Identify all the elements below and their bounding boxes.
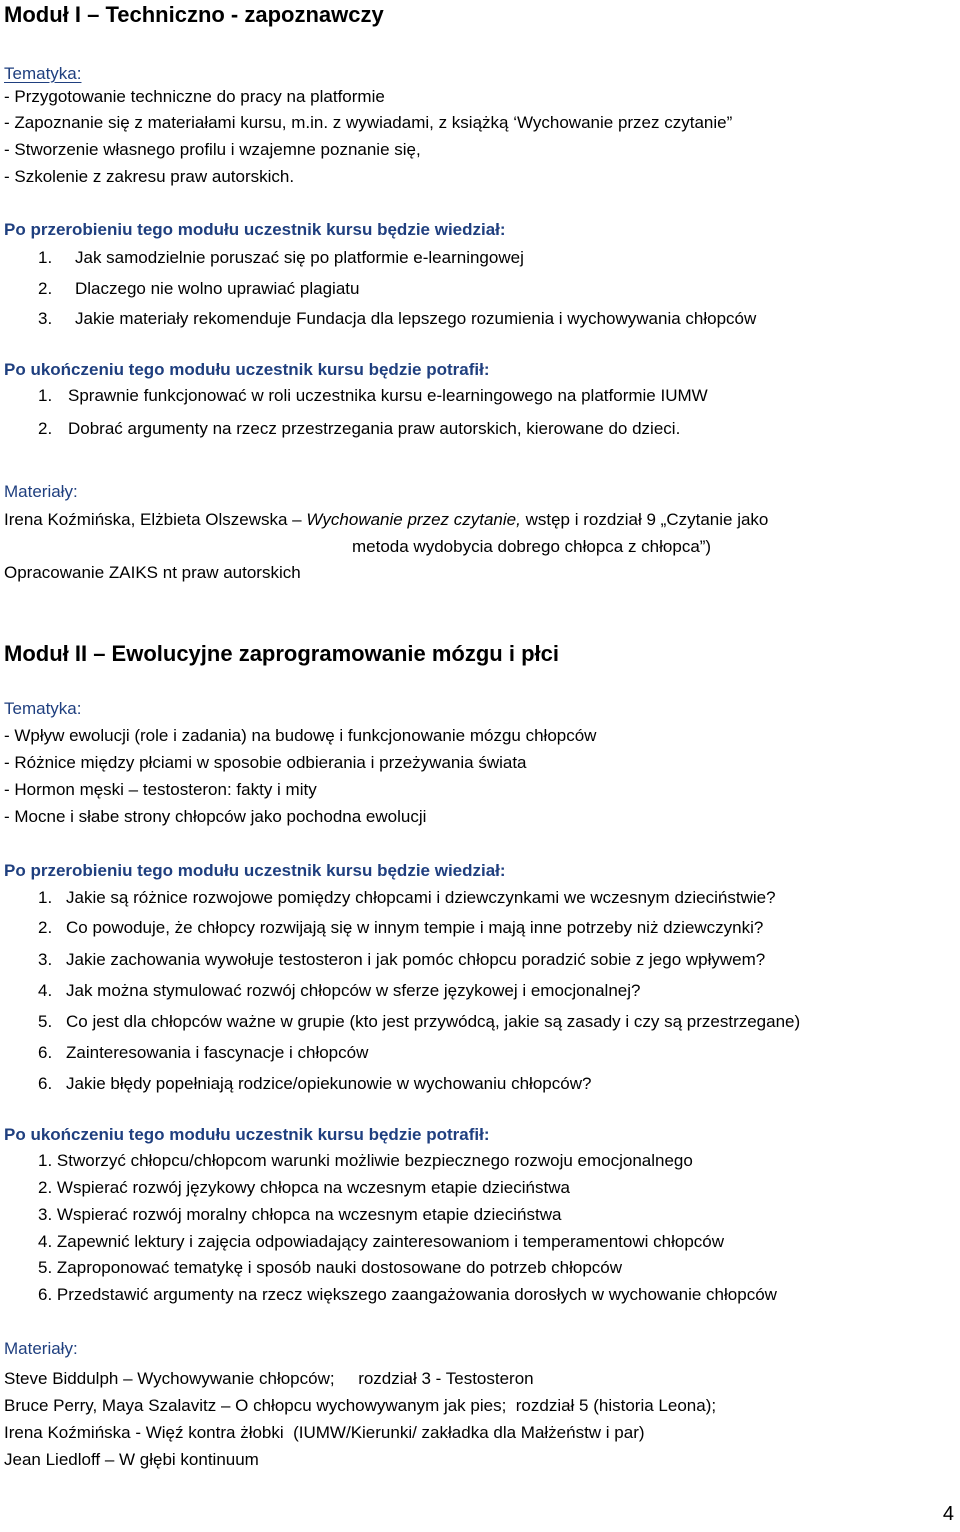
list-item: - Różnice między płciami w sposobie odbierania i przeżywania świata (4, 753, 527, 772)
list-item: Jak samodzielnie poruszać się po platformie e-learningowej (75, 248, 524, 267)
list-item: Jak można stymulować rozwój chłopców w sferze językowej i emocjonalnej? (66, 981, 641, 1000)
list-item: - Mocne i słabe strony chłopców jako pochodna ewolucji (4, 807, 427, 826)
list-item: 2. Wspierać rozwój językowy chłopca na wczesnym etapie dzieciństwa (38, 1178, 570, 1197)
list-item: Jakie zachowania wywołuje testosteron i jak pomóc chłopcu poradzić sobie z jego wpływem? (66, 950, 766, 969)
list-item: - Wpływ ewolucji (role i zadania) na budowę i funkcjonowanie mózgu chłopców (4, 726, 597, 745)
material-entry: Irena Koźmińska - Więź kontra żłobki (IUMW/Kierunki/ zakładka dla Małżeństw i par) (4, 1423, 645, 1442)
module2-able-heading: Po ukończeniu tego modułu uczestnik kursu będzie potrafił: (4, 1125, 490, 1144)
list-item: 6. Przedstawić argumenty na rzecz większego zaangażowania dorosłych w wychowanie chłopców (38, 1285, 777, 1304)
list-number: 1. (38, 248, 53, 267)
list-number: 6. (38, 1043, 53, 1062)
list-item: Jakie błędy popełniają rodzice/opiekunowie w wychowaniu chłopców? (66, 1074, 592, 1093)
module1-topics-heading: Tematyka: (4, 64, 82, 83)
list-item: - Zapoznanie się z materiałami kursu, m.in. z wywiadami, z książką ‘Wychowanie przez czytanie” (4, 113, 733, 132)
material-entry: Jean Liedloff – W głębi kontinuum (4, 1450, 259, 1469)
material-entry: Bruce Perry, Maya Szalavitz – O chłopcu wychowywanym jak pies; rozdział 5 (historia Leona); (4, 1396, 717, 1415)
list-item: - Stworzenie własnego profilu i wzajemne poznanie się, (4, 140, 421, 159)
list-item: 4. Zapewnić lektury i zajęcia odpowiadający zainteresowaniom i temperamentowi chłopców (38, 1232, 725, 1251)
module2-know-heading: Po przerobieniu tego modułu uczestnik kursu będzie wiedział: (4, 861, 506, 880)
list-item: 3. Wspierać rozwój moralny chłopca na wczesnym etapie dzieciństwa (38, 1205, 562, 1224)
module2-topics-heading: Tematyka: (4, 699, 82, 718)
module1-know-heading: Po przerobieniu tego modułu uczestnik kursu będzie wiedział: (4, 220, 506, 239)
list-item: Zainteresowania i fascynacje i chłopców (66, 1043, 369, 1062)
list-number: 3. (38, 309, 53, 328)
module2-title: Moduł II – Ewolucyjne zaprogramowanie mózgu i płci (4, 641, 559, 666)
material-book-title: Wychowanie przez czytanie, (306, 510, 521, 529)
list-item: 5. Zaproponować tematykę i sposób nauki dostosowane do potrzeb chłopców (38, 1258, 623, 1277)
list-item: Dlaczego nie wolno uprawiać plagiatu (75, 279, 360, 298)
list-number: 1. (38, 888, 53, 907)
material-continuation: metoda wydobycia dobrego chłopca z chłopca”) (352, 537, 712, 556)
list-item: Co powoduje, że chłopcy rozwijają się w innym tempie i mają inne potrzeby niż dziewczynki? (66, 918, 764, 937)
module1-materials-heading: Materiały: (4, 482, 78, 501)
material-entry (4, 509, 768, 531)
list-number: 2. (38, 419, 53, 438)
material-entry: Opracowanie ZAIKS nt praw autorskich (4, 563, 301, 582)
list-number: 5. (38, 1012, 53, 1031)
list-item: 1. Stworzyć chłopcu/chłopcom warunki możliwie bezpiecznego rozwoju emocjonalnego (38, 1151, 693, 1170)
list-item: Jakie materiały rekomenduje Fundacja dla lepszego rozumienia i wychowywania chłopców (75, 309, 757, 328)
list-number: 6. (38, 1074, 53, 1093)
list-number: 1. (38, 386, 53, 405)
material-entry: Steve Biddulph – Wychowywanie chłopców; rozdział 3 - Testosteron (4, 1369, 534, 1388)
list-item: Dobrać argumenty na rzecz przestrzegania praw autorskich, kierowane do dzieci. (68, 419, 681, 438)
list-item: Sprawnie funkcjonować w roli uczestnika kursu e-learningowego na platformie IUMW (68, 386, 708, 405)
list-item: Co jest dla chłopców ważne w grupie (kto jest przywódcą, jakie są zasady i czy są przestrzegane) (66, 1012, 801, 1031)
list-item: - Przygotowanie techniczne do pracy na platformie (4, 87, 385, 106)
material-author: Irena Koźmińska, Elżbieta Olszewska – (4, 510, 307, 529)
list-number: 2. (38, 279, 53, 298)
list-item: - Hormon męski – testosteron: fakty i mity (4, 780, 317, 799)
page-number: 4 (942, 1503, 954, 1525)
module2-materials-heading: Materiały: (4, 1339, 78, 1358)
module1-title: Moduł I – Techniczno - zapoznawczy (4, 2, 384, 27)
module1-able-heading: Po ukończeniu tego modułu uczestnik kursu będzie potrafił: (4, 360, 490, 379)
list-number: 3. (38, 950, 53, 969)
list-item: - Szkolenie z zakresu praw autorskich. (4, 167, 295, 186)
list-item: Jakie są różnice rozwojowe pomiędzy chłopcami i dziewczynkami we wczesnym dzieciństwie? (66, 888, 776, 907)
list-number: 2. (38, 918, 53, 937)
material-chapter: wstęp i rozdział 9 „Czytanie jako (520, 510, 769, 529)
list-number: 4. (38, 981, 53, 1000)
